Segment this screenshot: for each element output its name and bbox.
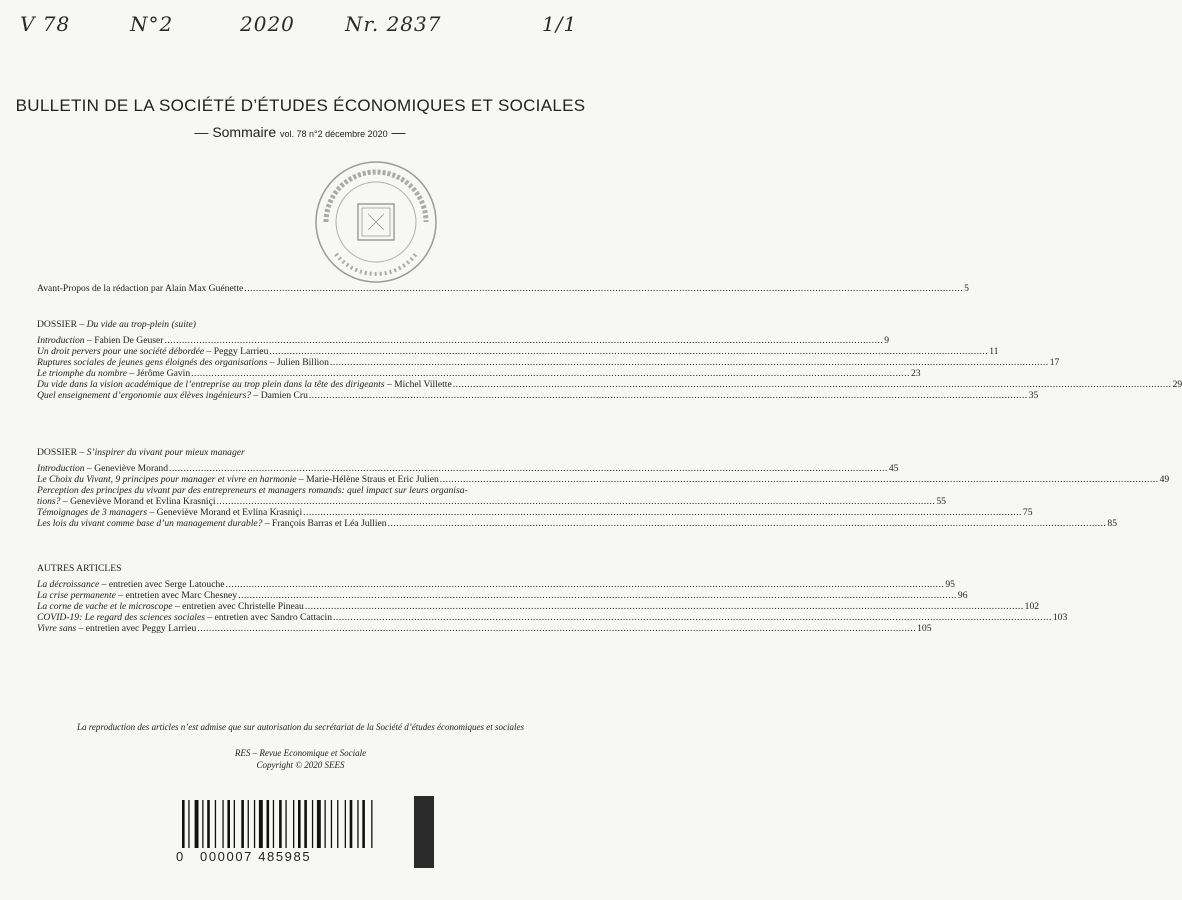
toc-row: Vivre sans – entretien avec Peggy Larrieu ..... 105: [37, 623, 517, 634]
barcode-bar: [202, 800, 203, 848]
toc-row: La décroissance – entretien avec Serge Latouche ..... 95: [37, 579, 517, 590]
barcode-bar: [234, 800, 235, 848]
toc-row: Le Choix du Vivant, 9 principes pour manager et vivre en harmonie – Marie-Hélène Straus et Eric Julien ..... 49: [37, 474, 517, 485]
barcode-bar: [345, 800, 346, 848]
barcode-bar: [293, 800, 294, 848]
toc-row: Les lois du vivant comme base d’un management durable? – François Barras et Léa Jullien ..... 85: [37, 518, 517, 529]
toc-row: Ruptures sociales de jeunes gens éloignés des organisations – Julien Billion ..... 17: [37, 357, 517, 368]
barcode-bar: [227, 800, 230, 848]
barcode-bar: [267, 800, 270, 848]
barcode-bar: [215, 800, 216, 848]
toc-row: Témoignages de 3 managers – Geneviève Morand et Evlina Krasniçi ..... 75: [37, 507, 517, 518]
barcode-bar: [362, 800, 365, 848]
barcode-bar: [298, 800, 301, 848]
library-stamp: [312, 158, 440, 286]
barcode-bar: [337, 800, 338, 848]
barcode-bar: [317, 800, 321, 848]
section-dossier-2: [37, 447, 1170, 529]
handwritten-number: N°2: [130, 12, 174, 36]
barcode-bar: [285, 800, 286, 848]
barcode-bar: [304, 800, 307, 848]
barcode-bar: [182, 800, 185, 848]
barcode-bar: [357, 800, 358, 848]
summary-line: — Sommaire vol. 78 n°2 décembre 2020 —: [194, 124, 406, 140]
toc-row: Introduction – Fabien De Geuser ..... 9: [37, 335, 517, 346]
toc-row: COVID-19: Le regard des sciences sociales – entretien avec Sandro Cattacin ..... 103: [37, 612, 517, 623]
toc-row: La crise permanente – entretien avec Marc Chesney ..... 96: [37, 590, 517, 601]
avant-propos: [37, 283, 969, 294]
toc-row: Introduction – Geneviève Morand ..... 45: [37, 463, 517, 474]
section-heading: AUTRES ARTICLES: [37, 563, 122, 574]
publisher-info: [0, 747, 601, 771]
section-heading: DOSSIER – S’inspirer du vivant pour mieux manager: [37, 447, 245, 458]
toc-row: Quel enseignement d’ergonomie aux élèves ingénieurs? – Damien Cru ..... 35: [37, 390, 517, 401]
barcode-bar: [207, 800, 210, 848]
barcode-bar: [259, 800, 263, 848]
handwritten-volume: V 78: [20, 12, 71, 36]
barcode-number: 000007 485985: [200, 849, 312, 864]
issue-info: vol. 78 n°2 décembre 2020: [280, 129, 388, 139]
barcode-bar: [241, 800, 244, 848]
barcode-bar: [188, 800, 189, 848]
sommaire-label: Sommaire: [212, 124, 277, 140]
toc-row-wrapped: Perception des principes du vivant par des entrepreneurs et managers romands: quel impact sur leurs organisa-: [37, 485, 468, 496]
barcode-bar: [279, 800, 282, 848]
toc-row-avant-propos: [37, 283, 969, 294]
barcode-bar: [312, 800, 313, 848]
reproduction-notice: La reproduction des articles n’est admise que sur autorisation du secrétariat de la Société d’études économiques et sociales: [76, 722, 524, 732]
toc-row: Du vide dans la vision académique de l’entreprise au trop plein dans la tête des dirigeants – Michel Villette ..... 29: [37, 379, 517, 390]
barcode-bar: [273, 800, 274, 848]
toc-row: Un droit pervers pour une société débordée – Peggy Larrieu ..... 11: [37, 346, 517, 357]
toc-row: La corne de vache et le microscope – entretien avec Christelle Pineau ..... 102: [37, 601, 517, 612]
barcode-bar: [325, 800, 326, 848]
copyright-line: Copyright © 2020 SEES: [256, 760, 345, 770]
page-number: 5: [964, 283, 969, 294]
barcode-bar: [222, 800, 223, 848]
section-dossier-1: [37, 319, 1182, 401]
toc-row: Le triomphe du nombre – Jérôme Gavin ..... 23: [37, 368, 517, 379]
res-line: RES – Revue Economique et Sociale: [234, 748, 367, 758]
barcode-bar: [248, 800, 249, 848]
avant-propos-title: Avant-Propos de la rédaction par Alain Max Guénette: [37, 283, 244, 294]
handwritten-year: 2020: [240, 12, 295, 36]
barcode-bar: [371, 800, 372, 848]
toc-row: tions? – Geneviève Morand et Evlina Krasniçi ..... 55: [37, 496, 517, 507]
barcode-bar: [331, 800, 332, 848]
handwritten-accession: Nr. 2837: [345, 12, 442, 36]
barcode-bar: [350, 800, 353, 848]
handwritten-count: 1/1: [542, 12, 578, 36]
barcode-bar: [254, 800, 255, 848]
barcode-edge-mark: [414, 796, 434, 868]
section-autres-articles: [37, 563, 1068, 634]
barcode-bar: [195, 800, 199, 848]
barcode-prefix: 0: [176, 849, 185, 864]
journal-title: BULLETIN DE LA SOCIÉTÉ D’ÉTUDES ÉCONOMIQUES ET SOCIALES: [15, 96, 586, 115]
section-heading: DOSSIER – Du vide au trop-plein (suite): [37, 319, 196, 330]
